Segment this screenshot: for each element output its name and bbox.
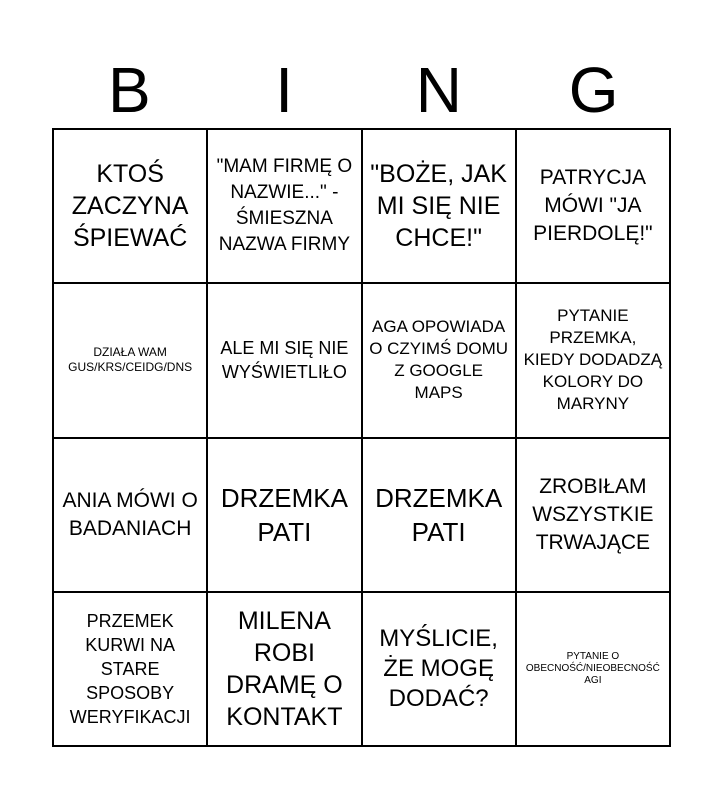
bingo-cell[interactable] — [363, 284, 517, 438]
bingo-cell[interactable] — [54, 439, 208, 593]
cell-text: AGA OPOWIADA O CZYIMŚ DOMU Z GOOGLE MAPS — [369, 317, 509, 403]
cell-text: ALE MI SIĘ NIE WYŚWIETLIŁO — [220, 338, 349, 383]
bingo-cell[interactable] — [208, 593, 362, 747]
bingo-grid — [52, 128, 671, 747]
bingo-cell[interactable] — [208, 284, 362, 438]
bingo-cell[interactable] — [363, 593, 517, 747]
bingo-cell[interactable] — [54, 593, 208, 747]
bingo-cell[interactable] — [517, 284, 671, 438]
header-letter-b: B — [108, 54, 151, 126]
cell-text: PRZEMEK KURWI NA STARE SPOSOBY WERYFIKACJI — [69, 610, 191, 727]
bingo-cell[interactable] — [208, 130, 362, 284]
cell-text: DRZEMKA PATI — [375, 482, 503, 547]
cell-text: ZROBIŁAM WSZYSTKIE TRWAJĄCE — [532, 474, 654, 554]
header-letter-i: I — [275, 54, 294, 126]
bingo-cell[interactable] — [517, 130, 671, 284]
header-letter-g: G — [568, 54, 619, 126]
bingo-cell[interactable] — [54, 284, 208, 438]
bingo-cell[interactable] — [363, 130, 517, 284]
cell-text: PYTANIE PRZEMKA, KIEDY DODADZĄ KOLORY DO MARYNY — [523, 306, 663, 414]
cell-text: KTOŚ ZACZYNA ŚPIEWAĆ — [71, 160, 189, 253]
bingo-cell[interactable] — [363, 439, 517, 593]
bingo-cell[interactable] — [208, 439, 362, 593]
cell-text: ANIA MÓWI O BADANIACH — [62, 488, 198, 540]
bingo-cell[interactable] — [54, 130, 208, 284]
cell-text: DZIAŁA WAM GUS/KRS/CEIDG/DNS — [68, 345, 193, 375]
cell-text: MYŚLICIE, ŻE MOGĘ DODAĆ? — [379, 624, 498, 712]
cell-text: DRZEMKA PATI — [220, 482, 348, 547]
bingo-header — [52, 52, 671, 128]
cell-text: PYTANIE O OBECNOŚĆ/NIEOBECNOŚĆ AGI — [525, 650, 660, 686]
cell-text: PATRYCJA MÓWI "JA PIERDOLĘ!" — [533, 166, 653, 246]
header-letter-n: N — [415, 54, 462, 126]
cell-text: "BOŻE, JAK MI SIĘ NIE CHCE!" — [370, 160, 507, 253]
cell-text: MILENA ROBI DRAMĘ O KONTAKT — [226, 606, 343, 731]
bingo-cell[interactable] — [517, 439, 671, 593]
bingo-cell[interactable] — [517, 593, 671, 747]
cell-text: "MAM FIRMĘ O NAZWIE..." - ŚMIESZNA NAZWA FIRMY — [216, 156, 353, 256]
